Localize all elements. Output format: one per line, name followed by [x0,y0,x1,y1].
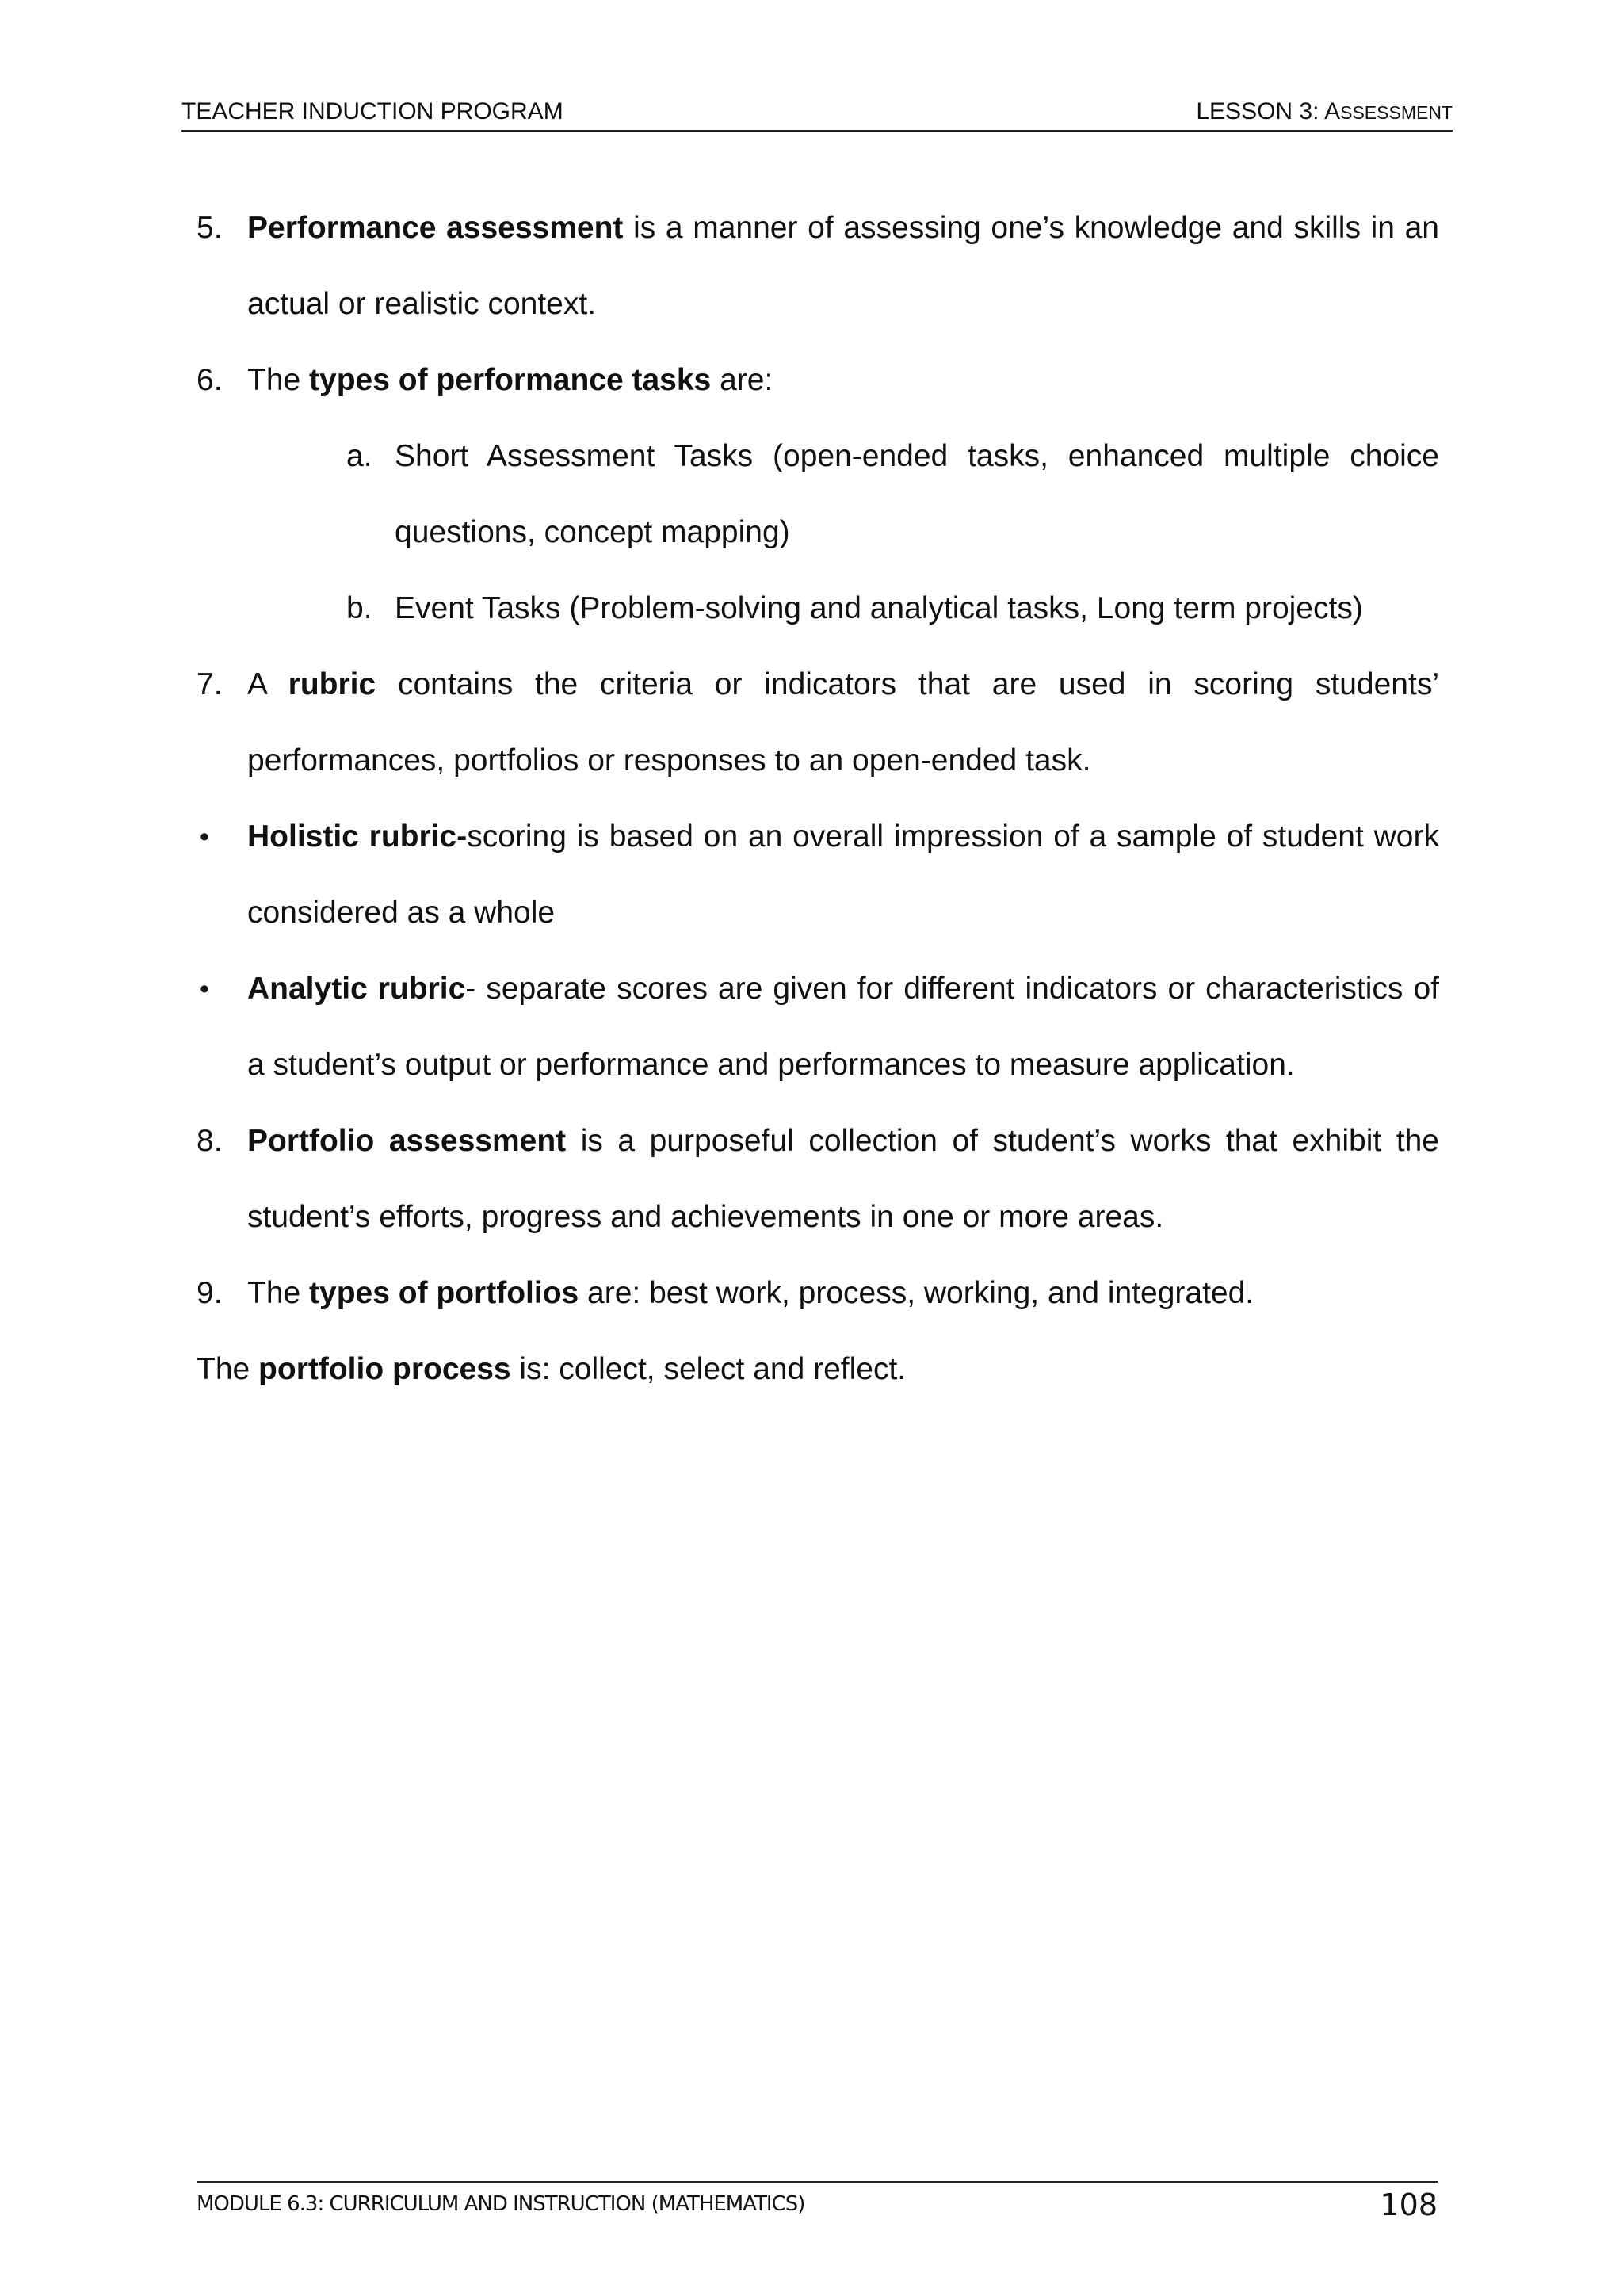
term-rubric: rubric [288,667,376,701]
portfolio-process-paragraph [197,1331,1439,1408]
item-text: are: best work, process, working, and integrated. [579,1276,1254,1310]
list-item-5 [197,190,1439,342]
item-text: is a purposeful collection of student’s works that exhibit the student’s efforts, progress and achievements in one or more areas. [247,1124,1439,1234]
item-pre-text: The [247,1276,310,1310]
item-text: - separate scores are given for different indicators or characteristics of a student’s output or performance and performances to measure application. [247,972,1439,1082]
term-portfolio-assessment: Portfolio assessment [247,1124,567,1158]
sub-marker: a. [346,439,372,473]
page-header [181,100,1453,132]
list-item-8 [197,1103,1439,1255]
item-text: contains the criteria or indicators that are used in scoring students’ performances, portfolios or responses to an open-ended task. [247,667,1439,777]
bullet-holistic-rubric [197,799,1439,951]
bullet-marker: • [200,974,209,1004]
sub-marker: b. [346,591,372,625]
page-number: 108 [1380,2187,1438,2222]
header-program-title: TEACHER INDUCTION PROGRAM [181,98,563,124]
item-text: scoring is based on an overall impression of a sample of student work considered as a whole [247,819,1439,930]
term-holistic-rubric: Holistic rubric- [247,819,468,854]
list-item-6 [197,342,1439,418]
header-lesson-title [1196,98,1453,125]
list-marker: 7. [197,667,223,701]
term-portfolio-process: portfolio process [258,1352,511,1386]
sub-item-b [197,571,1439,647]
page-content [197,190,1439,1408]
list-item-7 [197,647,1439,799]
header-lesson-prefix: LESSON 3: A [1196,98,1341,124]
list-marker: 8. [197,1124,223,1158]
paragraph-pre-text: The [197,1352,259,1386]
list-marker: 9. [197,1276,223,1310]
sub-item-text: Short Assessment Tasks (open-ended tasks, enhanced multiple choice questions, concept mapping) [395,439,1439,549]
footer-module-title: MODULE 6.3: CURRICULUM AND INSTRUCTION (MATHEMATICS) [197,2192,805,2216]
term-types-of-portfolios: types of portfolios [309,1276,579,1310]
item-text: are: [711,363,773,397]
sub-item-text: Event Tasks (Problem-solving and analytical tasks, Long term projects) [395,591,1363,625]
paragraph-text: is: collect, select and reflect. [510,1352,907,1386]
term-types-of-performance-tasks: types of performance tasks [309,363,712,397]
bullet-marker: • [200,822,209,852]
item-pre-text: The [247,363,310,397]
page-footer [197,2181,1438,2222]
term-analytic-rubric: Analytic rubric [247,972,466,1006]
list-marker: 6. [197,363,223,397]
item-text: is a manner of assessing one’s knowledge and skills in an actual or realistic context. [247,211,1439,321]
list-marker: 5. [197,211,223,245]
list-item-9 [197,1255,1439,1331]
header-lesson-smallcaps: SSESSMENT [1340,102,1453,123]
bullet-analytic-rubric [197,951,1439,1103]
term-performance-assessment: Performance assessment [247,211,624,245]
sub-item-a [197,418,1439,571]
item-pre-text: A [247,667,288,701]
